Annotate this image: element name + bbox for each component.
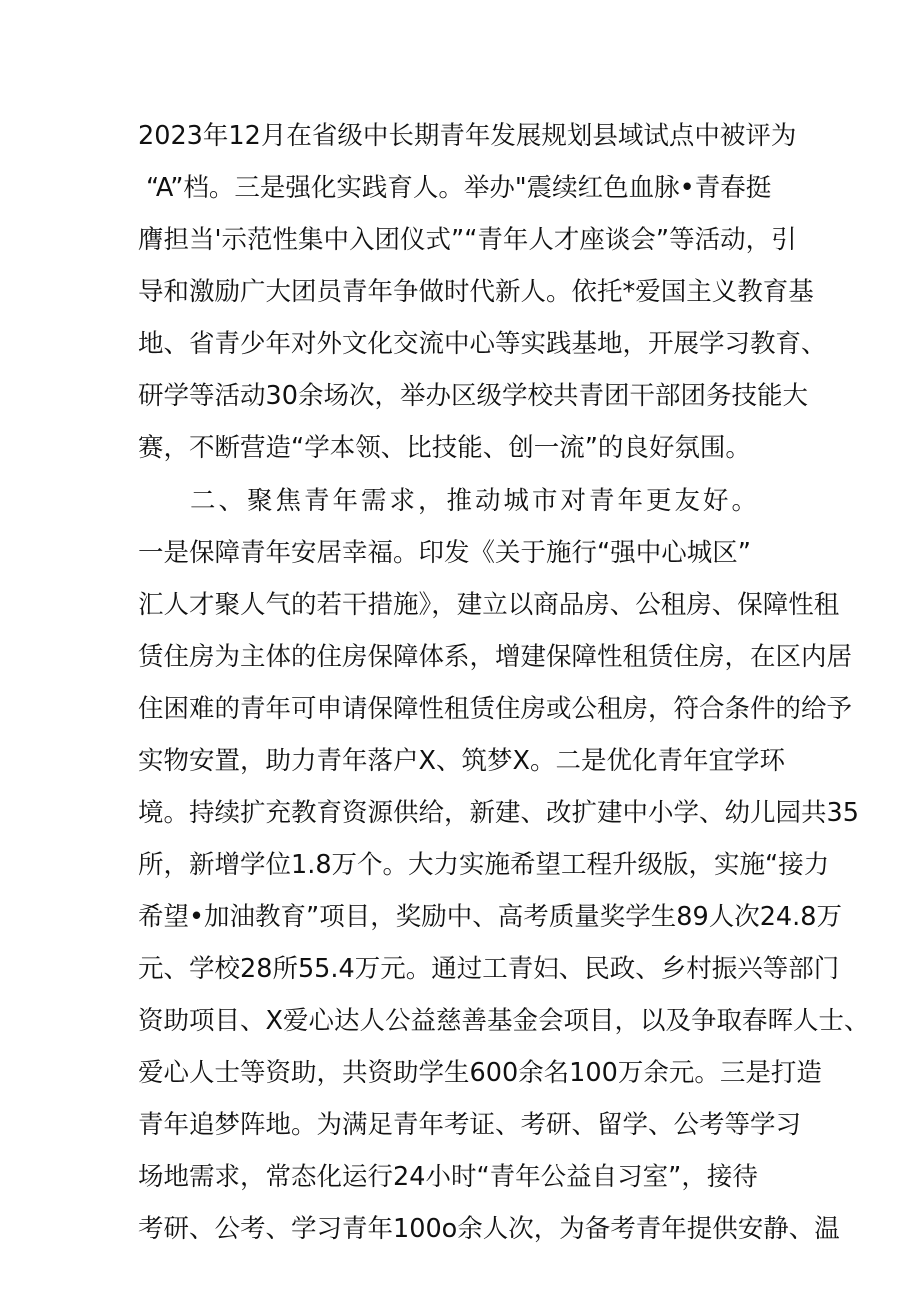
text-line-13: 实物安置，助力青年落户X、筑梦X。二是优化青年宜学环 xyxy=(138,746,785,776)
text-line-2: “A”档。三是强化实践育人。举办"震续红色血脉•青春挺 xyxy=(146,173,772,203)
text-line-5: 地、省青少年对外文化交流中心等实践基地，开展学习教育、 xyxy=(138,329,827,359)
text-line-17: 元、学校28所55.4万元。通过工青妇、民政、乡村振兴等部门 xyxy=(138,954,840,984)
text-line-19: 爱心人士等资助，共资助学生600余名100万余元。三是打造 xyxy=(138,1058,822,1088)
text-line-4: 导和激励广大团员青年争做时代新人。依托*爱国主义教育基 xyxy=(138,277,814,307)
section-heading: 二、聚焦青年需求，推动城市对青年更友好。 xyxy=(190,486,761,516)
text-line-7: 赛，不断营造“学本领、比技能、创一流”的良好氛围。 xyxy=(138,433,751,463)
text-line-16: 希望•加油教育”项目，奖励中、高考质量奖学生89人次24.8万 xyxy=(138,902,842,932)
text-line-6: 研学等活动30余场次，举办区级学校共青团干部团务技能大 xyxy=(138,381,808,411)
text-line-3: 膺担当'示范性集中入团仪式”“青年人才座谈会”等活动，引 xyxy=(138,225,797,255)
text-line-1: 2023年12月在省级中长期青年发展规划县域试点中被评为 xyxy=(138,121,797,151)
text-line-15: 所，新增学位1.8万个。大力实施希望工程升级版，实施“接力 xyxy=(138,850,830,880)
text-line-18: 资助项目、X爱心达人公益慈善基金会项目，以及争取春晖人士、 xyxy=(138,1006,870,1036)
text-line-10: 汇人才聚人气的若干措施》，建立以商品房、公租房、保障性租 xyxy=(138,590,840,620)
text-line-20: 青年追梦阵地。为满足青年考证、考研、留学、公考等学习 xyxy=(138,1110,802,1140)
text-line-22: 考研、公考、学习青年100o余人次，为备考青年提供安静、温 xyxy=(138,1214,840,1244)
text-line-9: 一是保障青年安居幸福。印发《关于施行“强中心城区” xyxy=(138,538,751,568)
text-line-21: 场地需求，常态化运行24小时“青年公益自习室”，接待 xyxy=(138,1162,758,1192)
text-line-14: 境。持续扩充教育资源供给，新建、改扩建中小学、幼儿园共35 xyxy=(138,798,859,828)
text-line-12: 住困难的青年可申请保障性租赁住房或公租房，符合条件的给予 xyxy=(138,694,853,724)
text-line-11: 赁住房为主体的住房保障体系，增建保障性租赁住房，在区内居 xyxy=(138,642,853,672)
